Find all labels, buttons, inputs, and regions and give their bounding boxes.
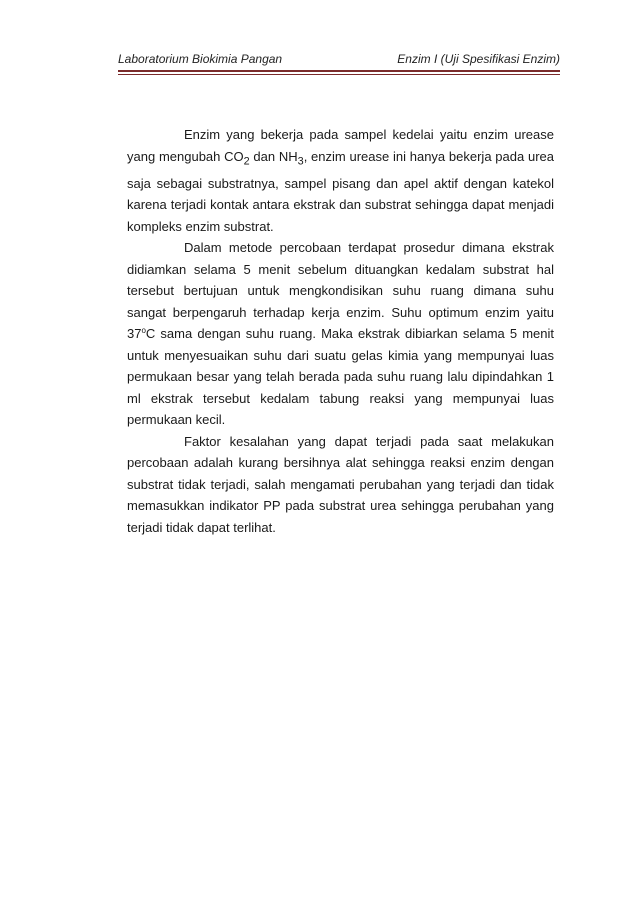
paragraph-3: Faktor kesalahan yang dapat terjadi pada saat melakukan percobaan adalah kurang bersihnya alat sehingga reaksi enzim dengan substrat tidak terjadi, salah mengamati perubahan yang terjadi dan tidak memasukkan indikator PP pada substrat urea sehingga perubahan yang terjadi tidak dapat terlihat. (127, 433, 554, 535)
degree-superscript: o (141, 326, 146, 336)
paragraph-2-part-a: Dalam metode percobaan terdapat prosedur dimana ekstrak didiamkan selama 5 menit sebelum dituangkan kedalam substrat hal tersebut bertujuan untuk mengkondisikan suhu ruang dimana suhu sangat berpengaruh terhadap kerja enzim. Suhu optimum enzim yaitu 37 (127, 240, 554, 342)
paragraph-1-part-b: dan NH (249, 148, 298, 164)
paragraph-1-part-a: Enzim yang bekerja pada sampel kedelai yaitu enzim urease yang mengubah CO (127, 127, 554, 164)
subscript-co2: 2 (243, 155, 250, 168)
body-text (127, 124, 554, 538)
header-chapter-title: Enzim I (Uji Spesifikasi Enzim) (397, 52, 560, 66)
header-lab-name: Laboratorium Biokimia Pangan (118, 52, 283, 66)
paragraph-2 (127, 237, 554, 431)
header-rule-thick (118, 70, 560, 72)
page-header (118, 50, 560, 70)
paragraph-1 (127, 124, 554, 237)
paragraph-1-part-c: , enzim urease ini hanya bekerja pada urea saja sebagai substratnya, sampel pisang dan apel aktif dengan katekol karena terjadi kontak antara ekstrak dan substrat sehingga dapat menjadi kompleks enzim substrat. (127, 148, 554, 234)
subscript-nh3: 3 (297, 155, 304, 168)
paragraph-2-part-b: C sama dengan suhu ruang. Maka ekstrak dibiarkan selama 5 menit untuk menyesuaikan suhu dari suatu gelas kimia yang mempunyai luas permukaan besar yang telah berada pada suhu ruang lalu dipindahkan 1 ml ekstrak tersebut kedalam tabung reaksi yang mempunyai luas permukaan kecil. (127, 326, 554, 428)
header-rule-thin (118, 74, 560, 75)
